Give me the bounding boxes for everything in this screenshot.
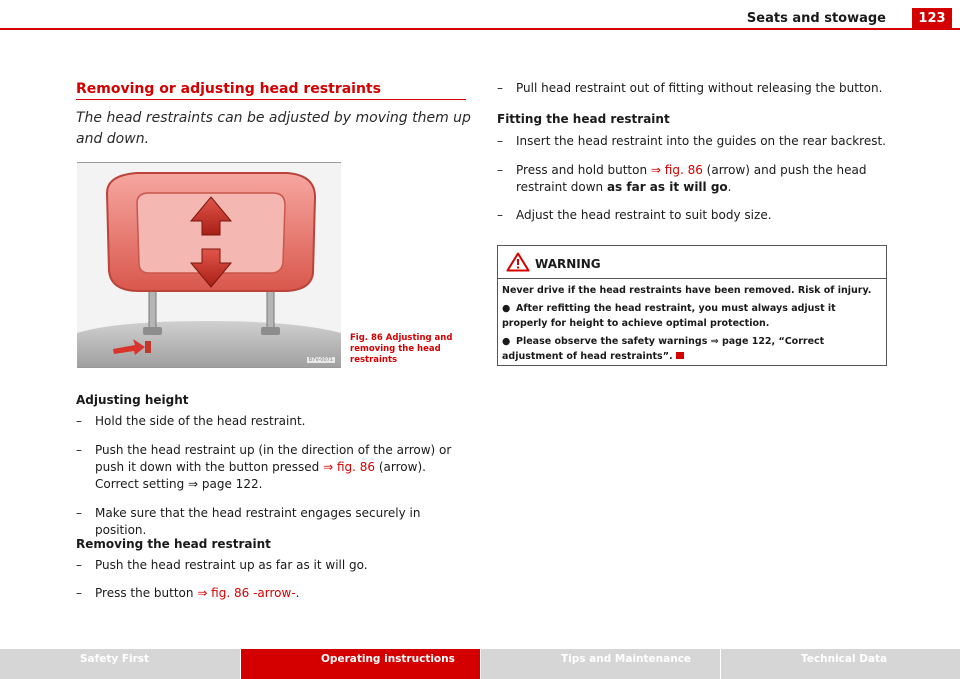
step-text: Insert the head restraint into the guides on the rear backrest. <box>516 134 886 148</box>
dash: – <box>76 443 82 457</box>
footer-tab-technical-data[interactable]: Technical Data <box>801 653 888 665</box>
bullet-icon: ● <box>502 303 511 314</box>
heading-adjusting-height: Adjusting height <box>76 393 189 407</box>
list-item <box>76 413 468 430</box>
step-text: . <box>295 586 300 600</box>
heading-removing: Removing the head restraint <box>76 537 271 551</box>
step-text: Push the head restraint up as far as it will go. <box>95 558 368 572</box>
dash: – <box>76 558 82 572</box>
fig-86-link[interactable]: ⇒ fig. 86 <box>323 460 376 474</box>
warning-line: Never drive if the head restraints have been removed. Risk of injury. <box>502 285 872 296</box>
warning-triangle-icon <box>506 252 530 272</box>
warning-bullet <box>502 301 882 331</box>
dash: – <box>76 414 82 428</box>
dash: – <box>497 81 503 95</box>
step-text: Adjust the head restraint to suit body size. <box>516 208 772 222</box>
list-item <box>76 505 468 539</box>
heading-fitting: Fitting the head restraint <box>497 112 670 126</box>
list-item <box>497 133 889 150</box>
step-emphasis: as far as it will go <box>606 180 728 194</box>
step-text: (arrow). Correct setting <box>95 460 426 491</box>
warning-bullet-text: After refitting the head restraint, you must always adjust it properly for height to achieve optimal protection. <box>502 303 836 329</box>
step-text: Make sure that the head restraint engages securely in position. <box>95 506 421 537</box>
warning-title: WARNING <box>535 257 601 271</box>
section-title: Removing or adjusting head restraints <box>76 81 381 97</box>
warning-bullet <box>502 334 882 364</box>
list-item <box>76 442 468 493</box>
head-restraint-illustration <box>77 163 341 368</box>
footer-nav <box>0 649 960 679</box>
step-text: (arrow) and push the head restraint down <box>516 163 867 194</box>
bullet-icon: ● <box>502 336 511 347</box>
page-number: 123 <box>912 8 952 30</box>
header-rule <box>0 28 960 30</box>
warning-header <box>498 246 886 279</box>
footer-tab-tips-and-maintenance[interactable]: Tips and Maintenance <box>561 653 692 665</box>
step-text: Press the button <box>95 586 198 600</box>
list-item <box>497 207 889 224</box>
dash: – <box>76 506 82 520</box>
list-item <box>497 80 889 97</box>
step-text: Pull head restraint out of fitting without releasing the button. <box>516 81 883 95</box>
dash: – <box>497 208 503 222</box>
step-text: Press and hold button <box>516 163 651 177</box>
figure-code: B7V-0071 <box>308 357 333 363</box>
step-text: Hold the side of the head restraint. <box>95 414 306 428</box>
list-item <box>76 585 468 602</box>
end-of-section-icon <box>676 352 684 359</box>
dash: – <box>497 163 503 177</box>
warning-box <box>497 245 887 366</box>
lead-paragraph: The head restraints can be adjusted by moving them up and down. <box>76 110 471 147</box>
section-title-rule <box>76 99 466 100</box>
fig-86-link[interactable]: ⇒ fig. 86 -arrow- <box>197 586 296 600</box>
dash: – <box>497 134 503 148</box>
list-item <box>76 557 468 574</box>
figure-86 <box>77 162 341 368</box>
step-text: . <box>727 180 732 194</box>
page-header-title: Seats and stowage <box>746 11 886 26</box>
footer-tab-operating-instructions[interactable]: Operating instructions <box>241 649 480 679</box>
footer-tab-safety-first[interactable]: Safety First <box>80 653 150 665</box>
dash: – <box>76 586 82 600</box>
figure-caption: Fig. 86 Adjusting and removing the head restraints <box>350 333 453 365</box>
fig-86-link[interactable]: ⇒ fig. 86 <box>650 163 703 177</box>
page-122-link[interactable]: ⇒ page 122. <box>188 477 263 491</box>
list-item <box>497 162 889 196</box>
step-text: Push the head restraint up (in the direction of the arrow) or push it down with the button pressed <box>95 443 452 474</box>
warning-bullet-text: Please observe the safety warnings ⇒ page 122, “Correct adjustment of head restraints”. <box>502 336 825 362</box>
